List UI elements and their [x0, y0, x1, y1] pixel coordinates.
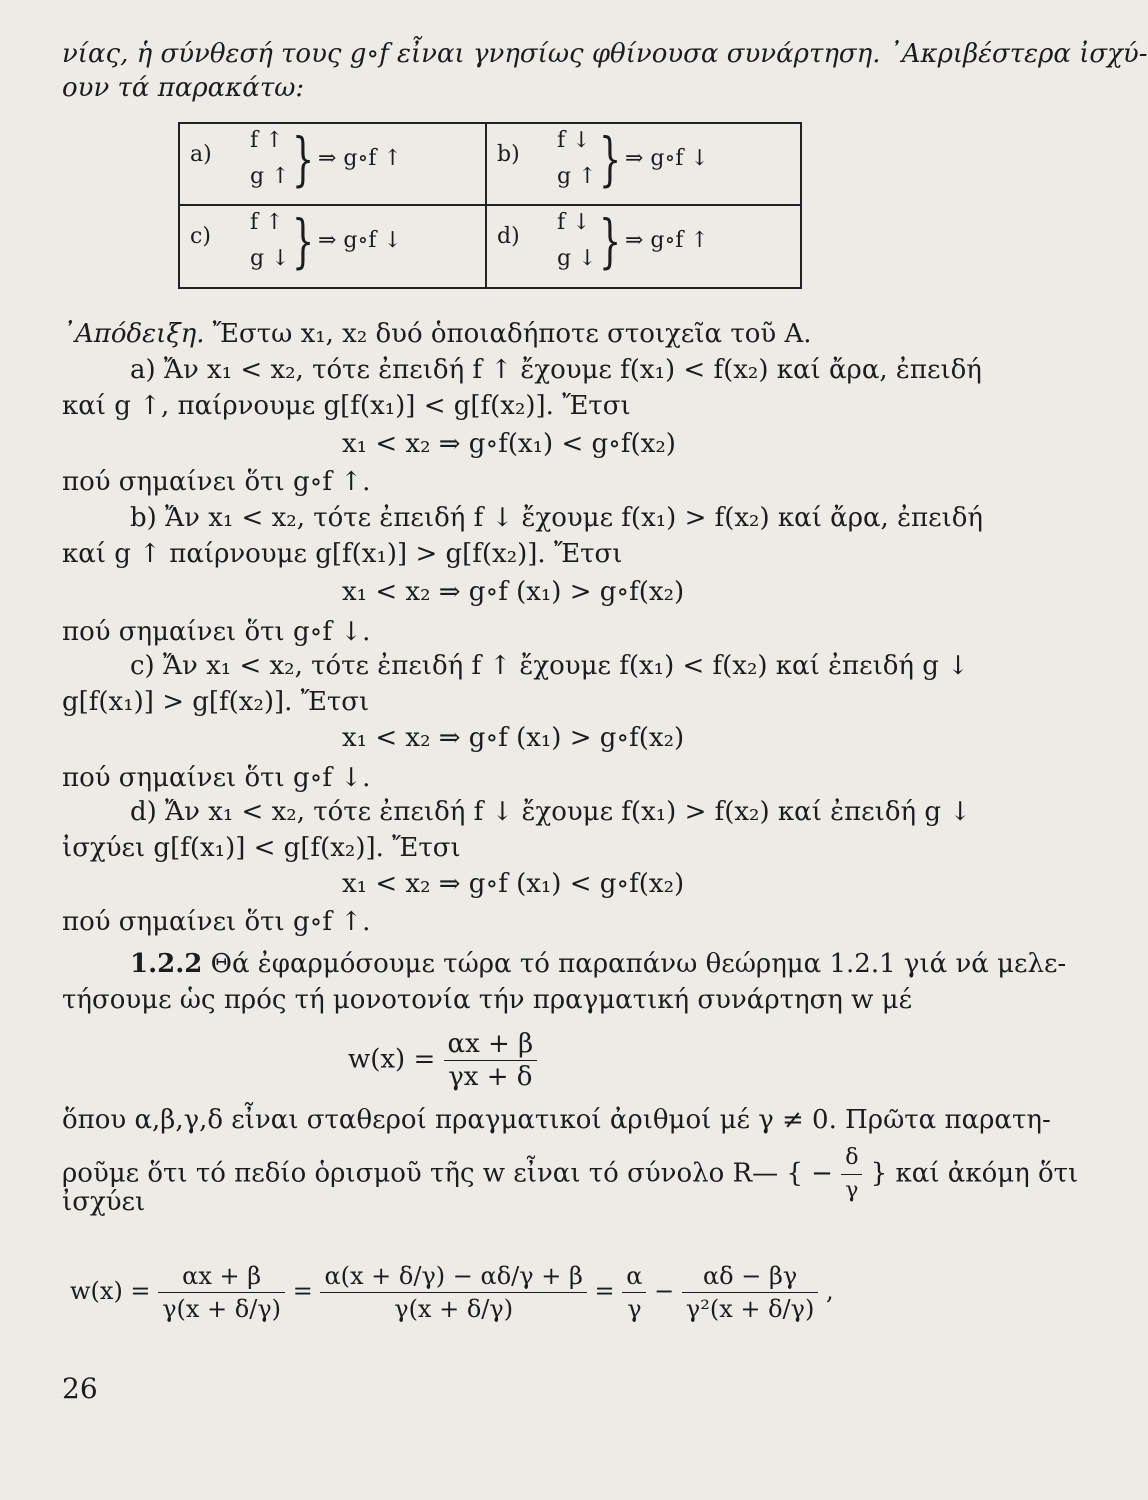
eq-sign-2: = [594, 1277, 615, 1305]
proof-d-conclusion: πού σημαίνει ὅτι g∘f ↑. [62, 907, 371, 937]
cell-a-f: f ↑ [250, 128, 284, 153]
proof-b-implication: x₁ < x₂ ⇒ g∘f (x₁) > g∘f(x₂) [342, 577, 685, 607]
eq-fraction-3-num: α [622, 1260, 646, 1293]
domain-text-end: } καί ἀκόμη ὅτι [870, 1158, 1079, 1189]
w-decomposition [70, 1260, 834, 1325]
cell-b-label: b) [497, 142, 520, 167]
proof-intro-line [62, 318, 812, 350]
table-cell-a [180, 124, 485, 204]
cell-d-label: d) [497, 224, 520, 249]
section-line-3: ὅπου α,β,γ,δ εἶναι σταθεροί πραγματικοί ἀριθμοί μέ γ ≠ 0. Πρῶτα παρατη- [62, 1105, 1051, 1135]
proof-heading: ᾽Απόδειξη. [62, 319, 205, 349]
domain-denominator: γ [845, 1178, 859, 1203]
page-number: 26 [62, 1372, 98, 1405]
eq-comma: , [825, 1277, 834, 1305]
domain-text: ροῦμε ὅτι τό πεδίο ὁρισμοῦ τῆς w εἶναι τό σύνολο R— { [62, 1158, 803, 1189]
proof-c-implication: x₁ < x₂ ⇒ g∘f (x₁) > g∘f(x₂) [342, 723, 685, 753]
eq-lhs: w(x) = [70, 1277, 151, 1305]
proof-b-conclusion: πού σημαίνει ὅτι g∘f ↓. [62, 617, 371, 647]
domain-fraction [841, 1142, 862, 1207]
section-line-5: ἰσχύει [62, 1187, 146, 1217]
proof-b-line-1: b) Ἄν x₁ < x₂, τότε ἐπειδή f ↓ ἔχουμε f(x₁) > f(x₂) καί ἄρα, ἐπειδή [130, 503, 984, 533]
proof-d-line-1: d) Ἄν x₁ < x₂, τότε ἐπειδή f ↓ ἔχουμε f(x₁) > f(x₂) καί ἐπειδή g ↓ [130, 797, 972, 827]
cell-c-g: g ↓ [250, 246, 290, 271]
eq-fraction-4-num: αδ − βγ [682, 1260, 818, 1293]
w-definition [348, 1028, 537, 1093]
cell-c-f: f ↑ [250, 210, 284, 235]
right-brace-icon: } [292, 207, 315, 275]
proof-d-implication: x₁ < x₂ ⇒ g∘f (x₁) < g∘f(x₂) [342, 869, 685, 899]
eq-fraction-1-num: αx + β [158, 1260, 285, 1293]
section-text-1: Θά ἐφαρμόσουμε τώρα τό παραπάνω θεώρημα 1.2.1 γιά νά μελε- [210, 949, 1067, 979]
proof-c-line-1: c) Ἄν x₁ < x₂, τότε ἐπειδή f ↑ ἔχουμε f(x₁) < f(x₂) καί ἐπειδή g ↓ [130, 651, 969, 681]
cell-a-label: a) [190, 142, 212, 167]
monotonicity-table [178, 122, 802, 289]
right-brace-icon: } [292, 125, 315, 193]
intro-line-1: νίας, ἡ σύνθεσή τους g∘f εἶναι γνησίως φθίνουσα συνάρτηση. ᾽Ακριβέστερα ἰσχύ- [62, 39, 1148, 69]
proof-b-line-2: καί g ↑ παίρνουμε g[f(x₁)] > g[f(x₂)]. Ἔτσι [62, 539, 623, 569]
eq-fraction-4 [682, 1260, 818, 1325]
domain-minus: − [811, 1158, 833, 1189]
proof-intro: Ἔστω x₁, x₂ δυό ὁποιαδήποτε στοιχεῖα τοῦ A. [212, 319, 812, 349]
domain-numerator: δ [841, 1142, 862, 1175]
section-line-4 [62, 1142, 1078, 1207]
section-line-1 [130, 948, 1066, 980]
cell-c-label: c) [190, 224, 211, 249]
proof-a-line-2: καί g ↑, παίρνουμε g[f(x₁)] < g[f(x₂)]. Ἔτσι [62, 391, 631, 421]
eq-fraction-1-den: γ(x + δ/γ) [162, 1295, 282, 1323]
proof-a-line-1: a) Ἄν x₁ < x₂, τότε ἐπειδή f ↑ ἔχουμε f(x₁) < f(x₂) καί ἄρα, ἐπειδή [130, 355, 982, 385]
eq-fraction-3 [622, 1260, 646, 1325]
eq-fraction-1 [158, 1260, 285, 1325]
w-denominator: γx + δ [448, 1062, 533, 1092]
eq-minus: − [654, 1277, 675, 1305]
right-brace-icon: } [599, 207, 622, 275]
cell-b-g: g ↑ [557, 164, 597, 189]
cell-b-result: ⇒ g∘f ↓ [625, 146, 709, 171]
eq-fraction-3-den: γ [627, 1295, 642, 1323]
table-cell-c [180, 206, 485, 286]
w-lhs: w(x) = [348, 1044, 436, 1075]
cell-a-result: ⇒ g∘f ↑ [318, 146, 402, 171]
cell-d-g: g ↓ [557, 246, 597, 271]
proof-a-implication: x₁ < x₂ ⇒ g∘f(x₁) < g∘f(x₂) [342, 429, 676, 459]
eq-fraction-2 [320, 1260, 586, 1325]
eq-fraction-4-den: γ²(x + δ/γ) [685, 1295, 815, 1323]
cell-c-result: ⇒ g∘f ↓ [318, 228, 402, 253]
proof-c-line-2: g[f(x₁)] > g[f(x₂)]. Ἔτσι [62, 687, 370, 717]
intro-line-2: ουν τά παρακάτω: [62, 73, 305, 103]
eq-sign-1: = [292, 1277, 313, 1305]
right-brace-icon: } [599, 125, 622, 193]
section-number: 1.2.2 [130, 949, 203, 979]
proof-d-line-2: ἰσχύει g[f(x₁)] < g[f(x₂)]. Ἔτσι [62, 833, 461, 863]
section-line-2: τήσουμε ὡς πρός τή μονοτονία τήν πραγματική συνάρτηση w μέ [62, 985, 913, 1015]
w-fraction [444, 1028, 538, 1093]
proof-a-conclusion: πού σημαίνει ὅτι g∘f ↑. [62, 467, 371, 497]
eq-fraction-2-num: α(x + δ/γ) − αδ/γ + β [320, 1260, 586, 1293]
cell-a-g: g ↑ [250, 164, 290, 189]
cell-d-result: ⇒ g∘f ↑ [625, 228, 709, 253]
cell-b-f: f ↓ [557, 128, 591, 153]
table-cell-b [487, 124, 800, 204]
table-cell-d [487, 206, 800, 286]
eq-fraction-2-den: γ(x + δ/γ) [394, 1295, 514, 1323]
cell-d-f: f ↓ [557, 210, 591, 235]
proof-c-conclusion: πού σημαίνει ὅτι g∘f ↓. [62, 763, 371, 793]
w-numerator: αx + β [444, 1028, 538, 1061]
